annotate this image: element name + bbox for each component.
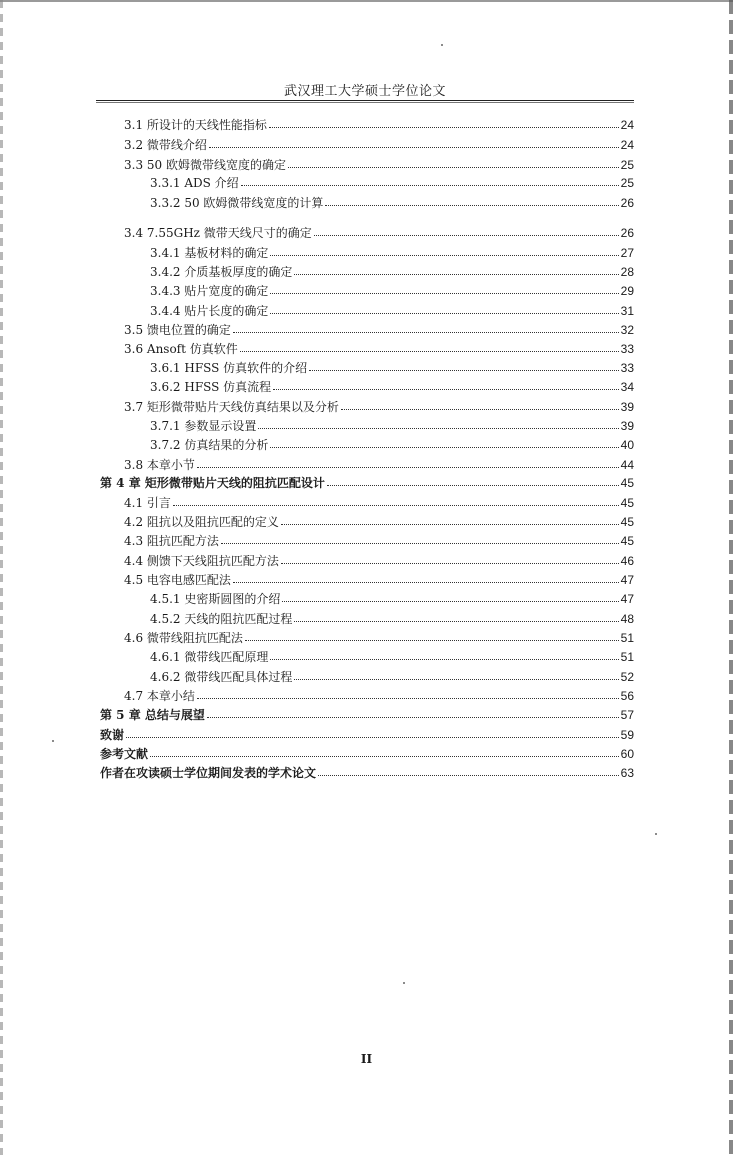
toc-entry-label: 3.1 所设计的天线性能指标	[124, 118, 267, 132]
toc-entry-page: 26	[620, 196, 634, 210]
scan-speck	[441, 44, 443, 46]
scan-speck	[52, 740, 54, 742]
toc-entry-page: 39	[620, 400, 634, 414]
toc-entry-page: 57	[620, 708, 634, 722]
toc-leader-dots	[209, 147, 619, 148]
toc-entry-page: 40	[620, 438, 634, 452]
toc-leader-dots	[309, 370, 618, 371]
toc-leader-dots	[270, 313, 618, 314]
toc-section-entry[interactable]	[150, 244, 634, 260]
toc-entry-page: 24	[620, 138, 634, 152]
toc-entry-page: 45	[620, 476, 634, 490]
toc-entry-page: 60	[620, 747, 634, 761]
toc-leader-dots	[270, 447, 618, 448]
toc-section-entry[interactable]	[124, 224, 634, 240]
toc-leader-dots	[233, 332, 619, 333]
scan-speck	[655, 833, 657, 835]
toc-leader-dots	[173, 505, 619, 506]
toc-entry-page: 28	[620, 265, 634, 279]
toc-entry-page: 29	[620, 284, 634, 298]
toc-entry-label: 3.4.3 贴片宽度的确定	[150, 284, 269, 298]
toc-entry-page: 45	[620, 496, 634, 510]
toc-leader-dots	[240, 351, 619, 352]
toc-entry-page: 24	[620, 118, 634, 132]
toc-entry-label: 3.4.4 贴片长度的确定	[150, 304, 269, 318]
toc-entry-label: 4.6 微带线阻抗匹配法	[124, 631, 243, 645]
toc-chapter-entry[interactable]	[100, 726, 634, 742]
toc-leader-dots	[197, 467, 619, 468]
toc-entry-label: 3.7.2 仿真结果的分析	[150, 438, 269, 452]
toc-entry-page: 33	[620, 361, 634, 375]
toc-entry-page: 59	[620, 728, 634, 742]
toc-section-entry[interactable]	[124, 687, 634, 703]
scan-speck	[403, 982, 405, 984]
toc-leader-dots	[341, 409, 619, 410]
left-scan-edge	[0, 0, 3, 1155]
toc-leader-dots	[221, 543, 619, 544]
toc-entry-page: 25	[620, 176, 634, 190]
toc-leader-dots	[294, 274, 618, 275]
toc-entry-label: 3.3.1 ADS 介绍	[150, 176, 239, 190]
toc-leader-dots	[197, 698, 619, 699]
toc-entry-page: 26	[620, 226, 634, 240]
toc-entry-label: 4.5.1 史密斯圆图的介绍	[150, 592, 281, 606]
toc-entry-page: 51	[620, 631, 634, 645]
toc-section-entry[interactable]	[150, 282, 634, 298]
toc-entry-page: 47	[620, 592, 634, 606]
toc-leader-dots	[281, 524, 619, 525]
toc-leader-dots	[207, 717, 619, 718]
toc-entry-label: 4.1 引言	[124, 496, 171, 510]
toc-entry-label: 4.5.2 天线的阻抗匹配过程	[150, 612, 293, 626]
toc-entry-label: 4.5 电容电感匹配法	[124, 573, 231, 587]
toc-section-entry[interactable]	[150, 668, 634, 684]
toc-entry-page: 31	[620, 304, 634, 318]
toc-leader-dots	[314, 235, 619, 236]
toc-section-entry[interactable]	[150, 302, 634, 318]
toc-entry-page: 47	[620, 573, 634, 587]
toc-leader-dots	[282, 601, 618, 602]
top-scan-border	[0, 0, 733, 2]
toc-entry-label: 3.7 矩形微带贴片天线仿真结果以及分析	[124, 400, 339, 414]
toc-entry-label: 3.8 本章小节	[124, 458, 195, 472]
toc-entry-page: 45	[620, 515, 634, 529]
toc-entry-page: 48	[620, 612, 634, 626]
toc-section-entry[interactable]	[124, 629, 634, 645]
toc-leader-dots	[258, 428, 618, 429]
running-header-title: 武汉理工大学硕士学位论文	[283, 84, 446, 99]
toc-entry-page: 34	[620, 380, 634, 394]
toc-section-entry[interactable]	[150, 436, 634, 452]
toc-chapter-entry[interactable]	[100, 764, 634, 780]
toc-chapter-entry[interactable]	[100, 706, 634, 722]
toc-entry-label: 4.6.2 微带线匹配具体过程	[150, 670, 293, 684]
toc-leader-dots	[233, 582, 619, 583]
right-scan-edge	[729, 0, 733, 1155]
toc-leader-dots	[281, 563, 619, 564]
toc-entry-label: 3.4.2 介质基板厚度的确定	[150, 265, 293, 279]
header-rule-thin	[96, 102, 634, 103]
toc-entry-page: 32	[620, 323, 634, 337]
toc-section-entry[interactable]	[124, 552, 634, 568]
toc-entry-label: 4.7 本章小结	[124, 689, 195, 703]
toc-leader-dots	[150, 756, 619, 757]
toc-section-entry[interactable]	[124, 494, 634, 510]
toc-section-entry[interactable]	[150, 359, 634, 375]
toc-section-entry[interactable]	[124, 340, 634, 356]
toc-entry-label: 致谢	[100, 728, 125, 742]
toc-leader-dots	[270, 255, 618, 256]
toc-section-entry[interactable]	[124, 136, 634, 152]
toc-entry-label: 3.3.2 50 欧姆微带线宽度的计算	[150, 196, 324, 210]
toc-entry-page: 33	[620, 342, 634, 356]
toc-leader-dots	[270, 659, 618, 660]
toc-leader-dots	[126, 737, 619, 738]
toc-leader-dots	[294, 679, 618, 680]
toc-entry-page: 46	[620, 554, 634, 568]
toc-section-entry[interactable]	[150, 610, 634, 626]
toc-entry-label: 4.3 阻抗匹配方法	[124, 534, 219, 548]
toc-leader-dots	[327, 485, 619, 486]
toc-entry-page: 45	[620, 534, 634, 548]
toc-leader-dots	[273, 389, 618, 390]
toc-chapter-entry[interactable]	[100, 474, 634, 490]
toc-section-entry[interactable]	[124, 456, 634, 472]
toc-entry-label: 3.6 Ansoft 仿真软件	[124, 342, 238, 356]
toc-section-entry[interactable]	[124, 321, 634, 337]
toc-section-entry[interactable]	[150, 378, 634, 394]
toc-entry-page: 56	[620, 689, 634, 703]
toc-leader-dots	[294, 621, 618, 622]
toc-entry-label: 4.4 侧馈下天线阻抗匹配方法	[124, 554, 279, 568]
header-rule	[96, 100, 634, 101]
toc-entry-page: 25	[620, 158, 634, 172]
toc-section-entry[interactable]	[124, 513, 634, 529]
page-number: II	[360, 1052, 373, 1066]
toc-entry-page: 52	[620, 670, 634, 684]
toc-entry-label: 3.3 50 欧姆微带线宽度的确定	[124, 158, 286, 172]
toc-section-entry[interactable]	[150, 648, 634, 664]
toc-entry-label: 参考文献	[100, 747, 149, 761]
toc-entry-label: 3.7.1 参数显示设置	[150, 419, 257, 433]
toc-entry-label: 3.4 7.55GHz 微带天线尺寸的确定	[124, 226, 312, 240]
toc-section-entry[interactable]	[124, 116, 634, 132]
toc-entry-label: 4.6.1 微带线匹配原理	[150, 650, 269, 664]
toc-entry-label: 第 5 章 总结与展望	[100, 708, 205, 722]
toc-leader-dots	[269, 127, 619, 128]
toc-entry-page: 27	[620, 246, 634, 260]
toc-entry-label: 3.5 馈电位置的确定	[124, 323, 231, 337]
toc-leader-dots	[288, 167, 619, 168]
toc-entry-page: 51	[620, 650, 634, 664]
toc-section-entry[interactable]	[150, 194, 634, 210]
toc-entry-page: 39	[620, 419, 634, 433]
toc-entry-label: 3.2 微带线介绍	[124, 138, 207, 152]
toc-section-entry[interactable]	[150, 417, 634, 433]
toc-section-entry[interactable]	[124, 398, 634, 414]
toc-section-entry[interactable]	[124, 156, 634, 172]
toc-section-entry[interactable]	[150, 174, 634, 190]
toc-section-entry[interactable]	[150, 590, 634, 606]
toc-leader-dots	[325, 205, 618, 206]
toc-leader-dots	[318, 775, 619, 776]
toc-leader-dots	[245, 640, 619, 641]
toc-entry-label: 第 4 章 矩形微带贴片天线的阻抗匹配设计	[100, 476, 325, 490]
toc-entry-page: 63	[620, 766, 634, 780]
toc-leader-dots	[241, 185, 619, 186]
toc-entry-label: 3.6.2 HFSS 仿真流程	[150, 380, 272, 394]
toc-entry-label: 3.6.1 HFSS 仿真软件的介绍	[150, 361, 308, 375]
toc-entry-label: 4.2 阻抗以及阻抗匹配的定义	[124, 515, 279, 529]
toc-chapter-entry[interactable]	[100, 745, 634, 761]
toc-entry-label: 3.4.1 基板材料的确定	[150, 246, 269, 260]
toc-entry-page: 44	[620, 458, 634, 472]
toc-section-entry[interactable]	[124, 532, 634, 548]
toc-entry-label: 作者在攻读硕士学位期间发表的学术论文	[100, 766, 317, 780]
toc-leader-dots	[270, 293, 618, 294]
toc-section-entry[interactable]	[150, 263, 634, 279]
toc-section-entry[interactable]	[124, 571, 634, 587]
